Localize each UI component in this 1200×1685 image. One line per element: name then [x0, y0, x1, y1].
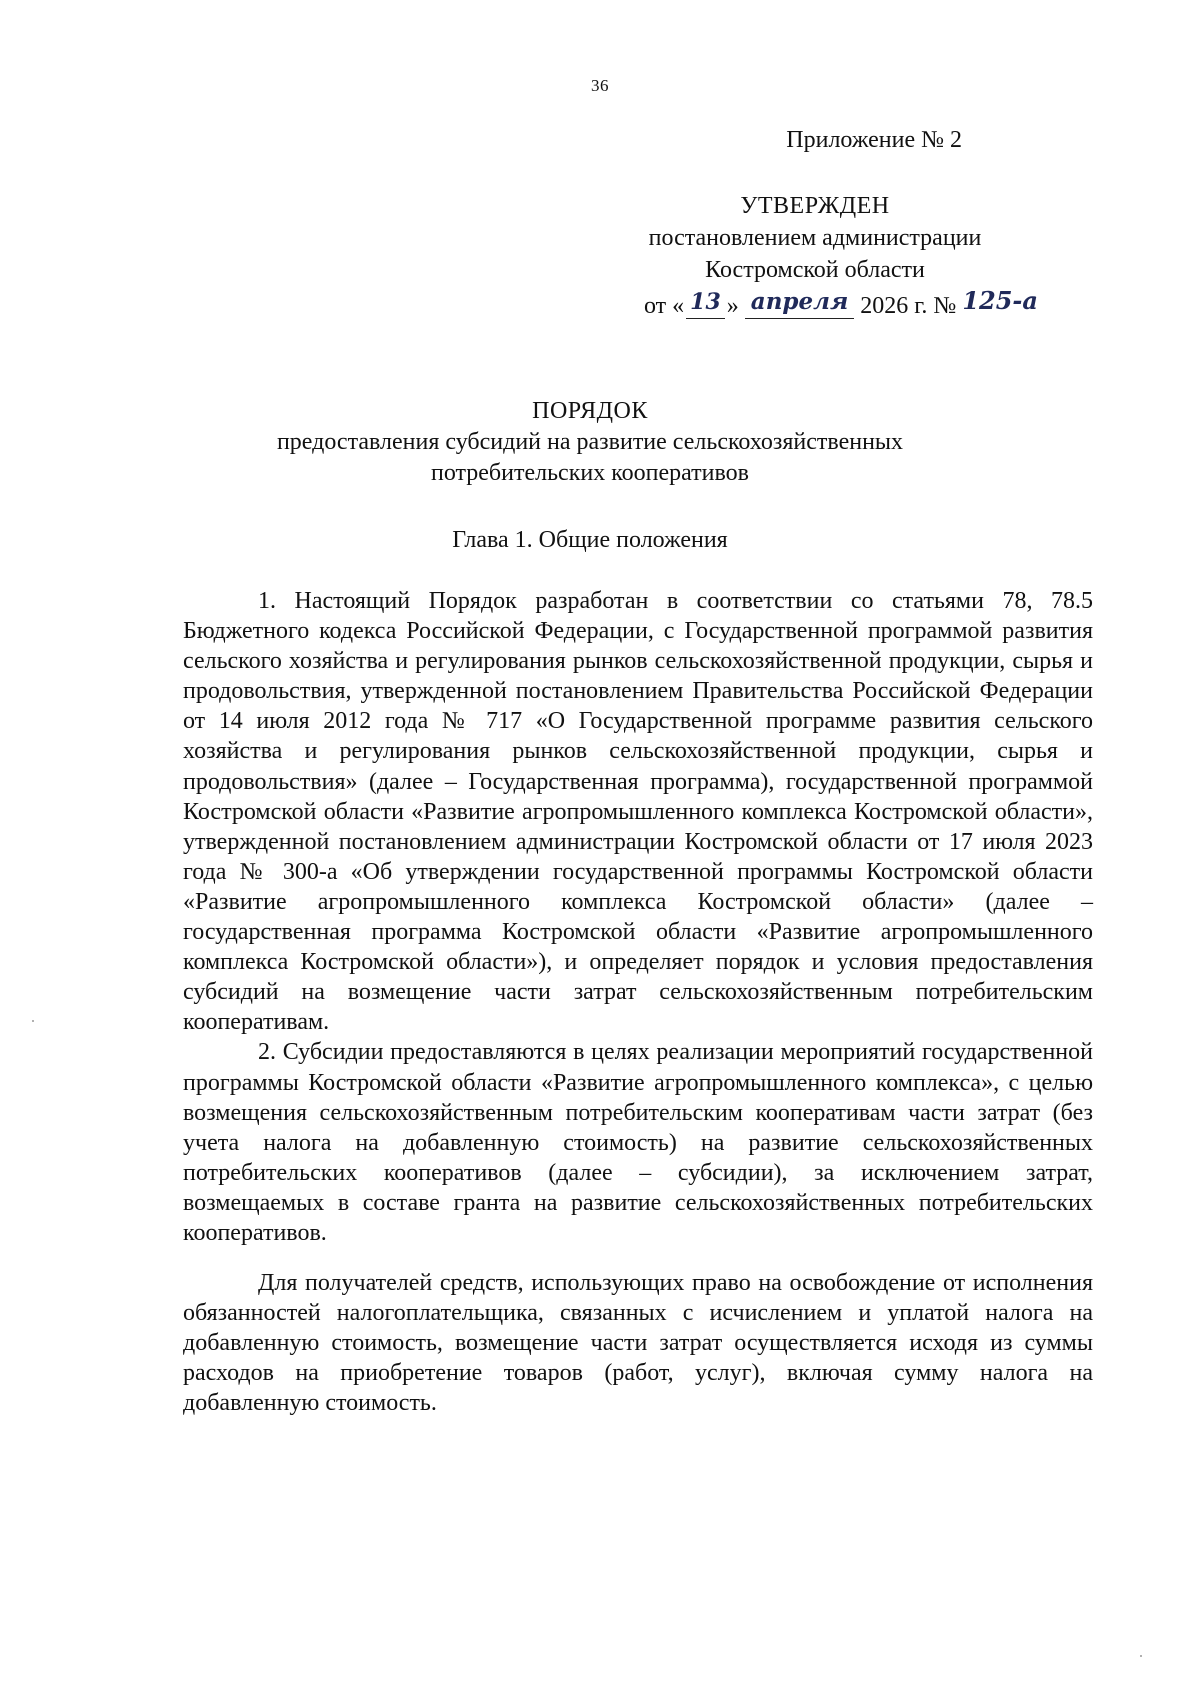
document-title-block — [150, 395, 1030, 489]
appendix-label: Приложение № 2 — [786, 127, 962, 153]
handwritten-number: 125-а — [962, 286, 1038, 315]
document-title: ПОРЯДОК — [532, 398, 648, 424]
paragraph-2: 2. Субсидии предоставляются в целях реализации мероприятий государственной программы Костромской области «Развитие агропромышленного комплекса», с целью возмещения сельскохозяйственным потребительским кооперативам части затрат (без учета налога на добавленную стоимость) на развитие сельскохозяйственных потребительских кооперативов (далее – субсидии), за исключением затрат, возмещаемых в составе гранта на развитие сельскохозяйственных потребительских кооперативов. — [183, 1039, 1093, 1246]
date-prefix: от « — [644, 293, 685, 319]
scan-speck — [1140, 1655, 1142, 1657]
paragraph-3: Для получателей средств, использующих право на освобождение от исполнения обязанностей налогоплательщика, связанных с исчислением и уплатой налога на добавленную стоимость, возмещение части затрат осуществляется исходя из суммы расходов на приобретение товаров (работ, услуг), включая сумму налога на добавленную стоимость. — [183, 1270, 1093, 1417]
date-year: 2026 г. № — [860, 293, 957, 319]
document-subtitle-line-1: предоставления субсидий на развитие сельскохозяйственных — [276, 429, 904, 455]
date-mid: » — [726, 293, 739, 319]
paragraph-1: 1. Настоящий Порядок разработан в соответствии со статьями 78, 78.5 Бюджетного кодекса Российской Федерации, с Государственной программой развития сельского хозяйства и регулирования рынков сельскохозяйственной продукции, сырья и продовольствия, утвержденной постановлением Правительства Российской Федерации от 14 июля 2012 года № 717 «О Государственной программе развития сельского хозяйства и регулирования рынков сельскохозяйственной продукции, сырья и продовольствия» (далее – Государственная программа), государственной программой Костромской области «Развитие агропромышленного комплекса Костромской области», утвержденной постановлением администрации Костромской области от 17 июля 2023 года № 300-а «Об утверждении государственной программы Костромской области «Развитие агропромышленного комплекса Костромской области» (далее – государственная программа Костромской области «Развитие агропромышленного комплекса Костромской области»), и определяет порядок и условия предоставления субсидий на возмещение части затрат сельскохозяйственным потребительским кооперативам. — [183, 588, 1093, 1036]
scan-speck — [32, 1020, 34, 1022]
approval-date-line — [644, 286, 1038, 323]
handwritten-month: апреля — [745, 286, 854, 319]
approval-block — [600, 124, 1070, 286]
document-subtitle-line-2: потребительских кооперативов — [430, 460, 750, 486]
approval-line-2: Костромской области — [705, 257, 925, 283]
chapter-heading: Глава 1. Общие положения — [452, 527, 728, 553]
page-number: 36 — [591, 76, 609, 95]
body-text — [183, 586, 1093, 1419]
approved-heading: УТВЕРЖДЕН — [740, 193, 890, 219]
approval-line-1: постановлением администрации — [648, 225, 982, 251]
handwritten-day: 13 — [686, 286, 725, 319]
